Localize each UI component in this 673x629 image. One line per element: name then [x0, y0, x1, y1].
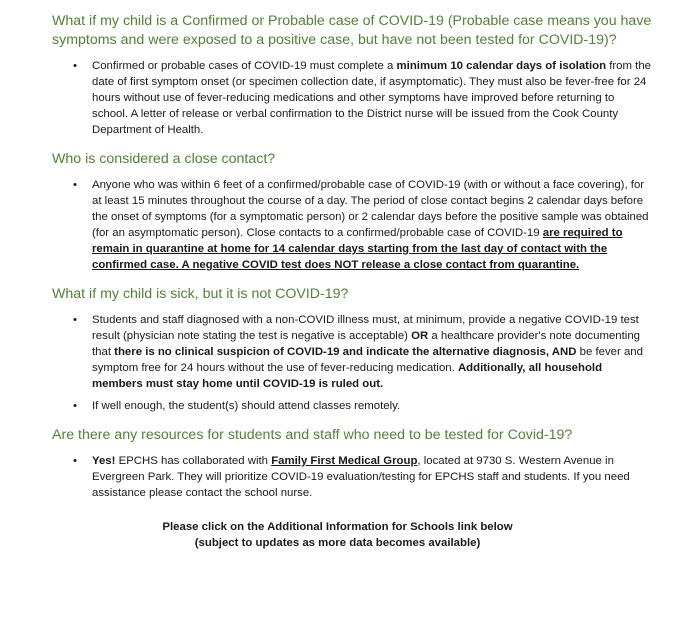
question-confirmed-case: What if my child is a Confirmed or Probable case of COVID-19 (Probable case means you have symptoms and were exposed to a positive case, but have not been tested for COVID-19)?: [52, 13, 652, 48]
footer-line-2: (subject to updates as more data becomes available): [194, 537, 481, 549]
answer-list-testing-resources: [52, 453, 653, 501]
footer-note: [52, 519, 653, 551]
bullet-icon: •: [73, 400, 77, 412]
question-sick-not-covid: What if my child is sick, but it is not COVID-19?: [52, 286, 349, 302]
list-item: • Yes! EPCHS has collaborated with Family First Medical Group, located at 9730 S. Western Avenue in Evergreen Park. They will prioritize COVID-19 evaluation/testing for EPCHS staff and students. If you need assistance please contact the school nurse.: [73, 455, 630, 499]
answer-list-confirmed-case: [52, 58, 653, 138]
list-item: • Students and staff diagnosed with a non-COVID illness must, at minimum, provide a negative COVID-19 test result (physician note stating the test is negative is acceptable) OR a healthcare provider's note documenting that there is no clinical suspicion of COVID-19 and indicate the alternative diagnosis, AND be fever and symptom free for 24 hours without the use of fever-reducing medication. Additionally, all household members must stay home until COVID-19 is ruled out.: [73, 314, 643, 390]
family-first-medical-group-name: Family First Medical Group: [271, 455, 418, 467]
bullet-icon: •: [73, 314, 77, 326]
footer-line-1: Please click on the Additional Information for Schools link below: [162, 521, 513, 533]
bullet-icon: •: [73, 60, 77, 72]
bullet-icon: •: [73, 455, 77, 467]
list-item: • Anyone who was within 6 feet of a confirmed/probable case of COVID-19 (with or without a face covering), for at least 15 minutes throughout the course of a day. The period of close contact begins 2 calendar days before the onset of symptoms (for a symptomatic person) or 2 calendar days before the positive sample was obtained (for an asymptomatic person). Close contacts to a confirmed/probable case of COVID-19 are required to remain in quarantine at home for 14 calendar days starting from the last day of contact with the confirmed case. A negative COVID test does NOT release a close contact from quarantine.: [73, 179, 649, 271]
list-item: • If well enough, the student(s) should attend classes remotely.: [73, 400, 401, 412]
list-item: • Confirmed or probable cases of COVID-19 must complete a minimum 10 calendar days of isolation from the date of first symptom onset (or specimen collection date, if asymptomatic). They must also be fever-free for 24 hours without use of fever-reducing medications and other symptoms have improved before returning to school. A letter of release or verbal confirmation to the District nurse will be issued from the Cook County Department of Health.: [73, 60, 652, 136]
question-close-contact: Who is considered a close contact?: [52, 151, 276, 167]
bullet-icon: •: [73, 179, 77, 191]
question-testing-resources: Are there any resources for students and staff who need to be tested for Covid-19?: [52, 427, 573, 443]
answer-list-close-contact: [52, 177, 653, 273]
answer-list-sick-not-covid: [52, 312, 653, 414]
